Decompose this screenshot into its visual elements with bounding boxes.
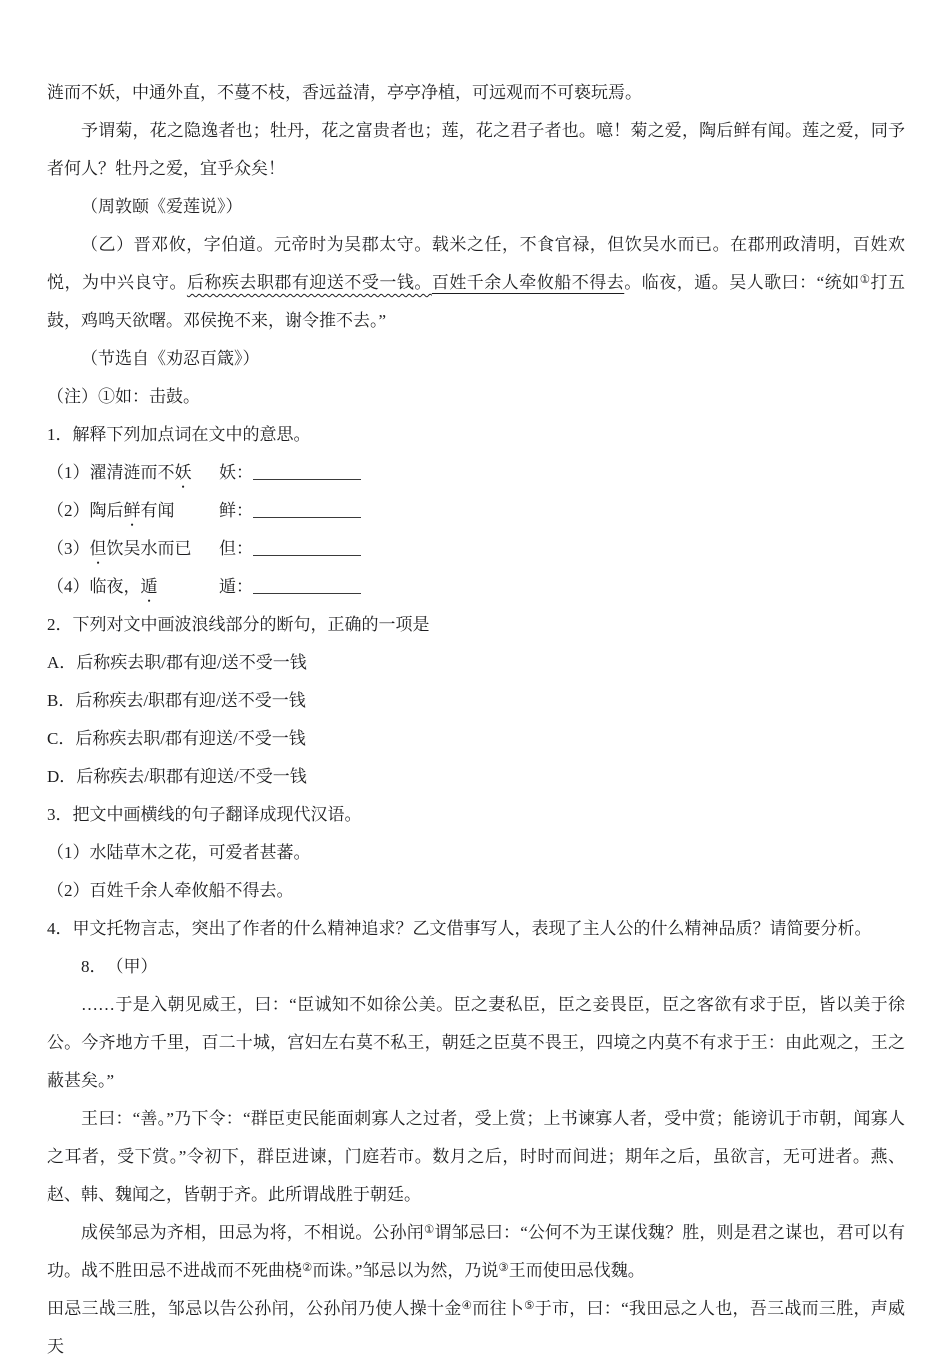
wavy-underlined-text: 后称疾去职郡有迎送不受一钱。 [186,273,432,292]
question-3-item-2 [47,872,905,910]
question-1 [47,416,905,454]
answer-word-label: 遁： [219,577,253,596]
text-run: 3．把文中画横线的句子翻译成现代汉语。 [47,805,362,824]
footnote-ref: ④ [461,1298,473,1312]
text-run: A．后称疾去职/郡有迎/送不受一钱 [47,653,307,672]
text-run: 王而使田忌伐魏。 [508,1261,645,1280]
option-d [47,758,905,796]
question-3-item-1 [47,834,905,872]
passage-8-jia-paragraph-1 [47,986,905,1100]
footnote-ref: ① [423,1222,435,1236]
text-run: （周敦颐《爱莲说》） [81,197,243,216]
text-run: C．后称疾去职/郡有迎送/不受一钱 [47,729,306,748]
footnote-ref: ③ [498,1260,509,1274]
text-run: （乙）晋邓攸，字伯道。元帝时为吴郡太守。载米之任，不食官禄，但饮吴水而已。在郡刑政清明，百姓欢悦，为中兴良守。 [47,235,905,292]
option-a [47,644,905,682]
text-run: 谓邹忌曰：“公何不为王谋伐魏？胜，则是君之谋也，君可以有功。战不胜田忌不进战而不死曲桡 [47,1223,906,1280]
question-3 [47,796,905,834]
passage-jia-paragraph-2 [47,112,905,188]
text-run: （节选自《劝忍百箴》） [81,349,260,368]
footnote-ref: ① [859,272,871,286]
quoted-phrase: （3）但饮吴水而已 [47,539,192,558]
passage-8-jia-paragraph-2 [47,1100,905,1214]
text-run: 8． （甲） [81,957,158,976]
footnote-ref: ② [302,1260,313,1274]
text-run: 。临夜，遁。吴人歌曰：“统如 [624,273,860,292]
answer-word-label: 但： [219,539,253,558]
footnote [47,378,905,416]
text-run: 王曰：“善。”乃下令：“群臣吏民能面刺寡人之过者，受上赏；上书谏寡人者，受中赏；能谤讥于市朝，闻寡人之耳者，受下赏。”令初下，群臣进谏，门庭若市。数月之后，时时而间进；期年之后，虽欲言，无可进者。燕、赵、韩、魏闻之，皆朝于齐。此所谓战胜于朝廷。 [47,1109,905,1204]
quoted-phrase: （2）陶后鲜有闻 [47,501,175,520]
answer-word-label: 妖： [219,463,253,482]
dotted-word: 遁 [140,577,158,596]
passage-yi [47,226,905,340]
text-run: 成侯邹忌为齐相，田忌为将，不相说。公孙闬 [81,1223,424,1242]
question-4 [47,910,905,948]
passage-yi-source [47,340,905,378]
text-run: 予谓菊，花之隐逸者也；牡丹，花之富贵者也；莲，花之君子者也。噫！菊之爱，陶后鲜有闻。莲之爱，同予者何人？牡丹之爱，宜乎众矣！ [47,121,905,178]
text-run: 涟而不妖，中通外直，不蔓不枝，香远益清，亭亭净植，可远观而不可亵玩焉。 [47,83,642,102]
quoted-phrase: （1）濯清涟而不妖 [47,463,192,482]
dotted-word: 但 [89,539,107,558]
answer-blank [253,509,361,518]
text-run: 而往卜 [472,1299,525,1318]
text-run: B．后称疾去/职郡有迎/送不受一钱 [47,691,306,710]
passage-jia-continuation [47,74,905,112]
text-run: 4．甲文托物言志，突出了作者的什么精神追求？乙文借事写人，表现了主人公的什么精神品质？请简要分析。 [47,919,872,938]
question-8-label [47,948,905,986]
passage-jia-source [47,188,905,226]
text-run: 于市，曰：“我田忌之人也，吾三战而三胜，声威天 [47,1299,906,1356]
question-1-item-3 [47,530,905,568]
question-1-item-2 [47,492,905,530]
option-c [47,720,905,758]
text-run: ……于是入朝见威王，曰：“臣诚知不如徐公美。臣之妻私臣，臣之妾畏臣，臣之客欲有求于臣，皆以美于徐公。今齐地方千里，百二十城，宫妇左右莫不私王，朝廷之臣莫不畏王，四境之内莫不有求于王：由此观之，王之蔽甚矣。” [47,995,905,1090]
text-run: 而诛。”邹忌以为然，乃说 [312,1261,499,1280]
answer-blank [253,585,361,594]
text-run: （2）百姓千余人牵攸船不得去。 [47,881,294,900]
dotted-word: 鲜 [123,501,141,520]
text-run: 打五鼓，鸡鸣天欲曙。邓侯挽不来，谢令推不去。” [47,273,906,330]
question-1-item-1 [47,454,905,492]
quoted-phrase: （4）临夜，遁 [47,577,158,596]
text-run: （1）水陆草木之花，可爱者甚蕃。 [47,843,311,862]
text-run: 1．解释下列加点词在文中的意思。 [47,425,311,444]
passage-8-yi-paragraph-1 [47,1214,905,1290]
text-run: D．后称疾去/职郡有迎送/不受一钱 [47,767,307,786]
text-run: （注）①如：击鼓。 [47,387,200,406]
question-1-item-4 [47,568,905,606]
option-b [47,682,905,720]
answer-blank [253,471,361,480]
footnote-ref: ⑤ [524,1298,535,1312]
passage-8-yi-paragraph-2 [47,1290,905,1366]
underlined-text: 百姓千余人牵攸船不得去 [431,273,625,292]
answer-word-label: 鲜： [219,501,253,520]
text-run: 田忌三战三胜，邹忌以告公孙闬，公孙闬乃使人操十金 [47,1299,462,1318]
dotted-word: 妖 [174,463,192,482]
question-2 [47,606,905,644]
text-run: 2．下列对文中画波浪线部分的断句，正确的一项是 [47,615,430,634]
answer-blank [253,547,361,556]
